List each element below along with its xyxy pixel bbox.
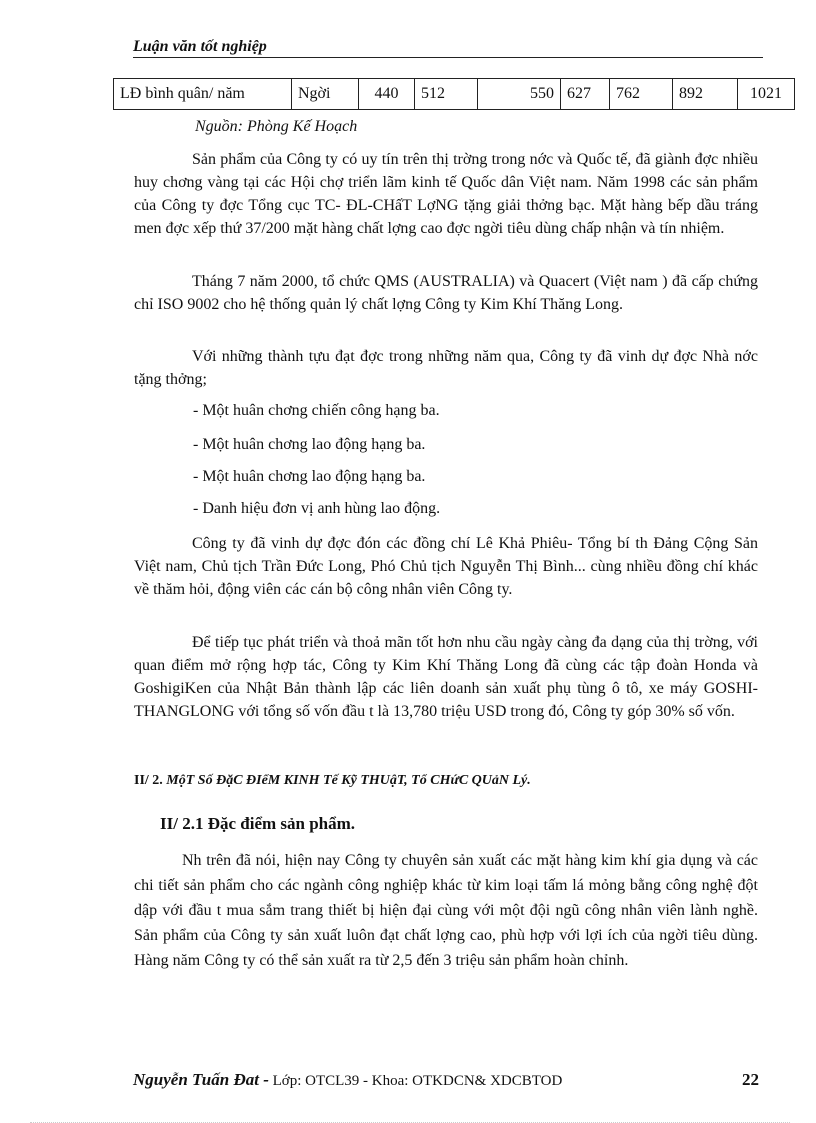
table-row [114,79,795,110]
award-item: - Một huân chơng lao động hạng ba. [193,436,426,453]
document-header [133,38,763,58]
paragraph-achievements: Với những thành tựu đạt đợc trong những năm qua, Công ty đã vinh dự đợc Nhà nớc tặng thởng; [134,348,758,388]
footer-class-info: Lớp: OTCL39 - Khoa: OTKDCN& XDCBTOD [272,1073,563,1089]
award-item: - Một huân chơng lao động hạng ba. [193,468,426,485]
table-source: Nguồn: Phòng Kế Hoạch [195,118,358,135]
table-cell: 892 [673,79,738,110]
labor-table [113,78,795,110]
table-cell: 550 [478,79,561,110]
table-unit: Ngời [292,79,359,110]
award-item: - Danh hiệu đơn vị anh hùng lao động. [193,500,441,517]
paragraph-products: Nh trên đã nói, hiện nay Công ty chuyên sản xuất các mặt hàng kim khí gia dụng và các chi tiết sản phẩm cho các ngành công nghiệp khác từ kim loại tấm lá mỏng bằng công nghệ đột dập với đầu t mua sắm trang thiết bị hiện đại cùng với một đội ngũ công nhân viên lành nghề. Sản phẩm của Công ty sản xuất luôn đạt chất lợng cao, phù hợp với lợi ích của ngời tiêu dùng. Hàng năm Công ty có thể sản xuất ra từ 2,5 đến 3 triệu sản phẩm hoàn chỉnh. [134,852,758,969]
document-footer [133,1070,763,1090]
paragraph-reputation: Sản phẩm của Công ty có uy tín trên thị trờng trong nớc và Quốc tế, đã giành đợc nhiều huy chơng vàng tại các Hội chợ triển lãm kinh tế Quốc dân Việt nam. Năm 1998 các sản phẩm của Công ty đợc Tổng cục TC- ĐL-CHấT LợNG tặng giải thởng bạc. Mặt hàng bếp dầu tráng men đợc xếp thứ 37/200 mặt hàng chất lợng cao đợc ngời tiêu dùng chấp nhận và tín nhiệm. [134,151,758,237]
award-item: - Một huân chơng chiến công hạng ba. [193,402,440,419]
paragraph-visits: Công ty đã vinh dự đợc đón các đồng chí Lê Khả Phiêu- Tổng bí th Đảng Cộng Sản Việt nam, Chủ tịch Trần Đức Long, Phó Chủ tịch Nguyễn Thị Bình... cùng nhiều đồng chí khác về thăm hỏi, động viên các cán bộ công nhân viên Công ty. [134,535,758,598]
paragraph-iso: Tháng 7 năm 2000, tổ chức QMS (AUSTRALIA) và Quacert (Việt nam ) đã cấp chứng chỉ ISO 9002 cho hệ thống quản lý chất lợng Công ty Kim Khí Thăng Long. [134,273,758,313]
table-row-label: LĐ bình quân/ năm [114,79,292,110]
page-number: 22 [742,1070,759,1089]
header-title: Luận văn tốt nghiệp [133,38,267,55]
table-cell: 440 [359,79,415,110]
table-cell: 762 [610,79,673,110]
section-heading [134,773,531,789]
footer-author: Nguyễn Tuấn Đat - [133,1070,269,1089]
table-cell: 627 [561,79,610,110]
section-number: II/ 2. [134,773,163,788]
subsection-heading: II/ 2.1 Đặc điểm sản phẩm. [160,814,356,833]
section-title: MộT Số ĐặC ĐIểM KINH Tế Kỹ THUậT, Tổ CHứC QUảN Lý. [166,773,531,788]
table-cell: 1021 [738,79,795,110]
table-cell: 512 [415,79,478,110]
paragraph-joint-venture: Để tiếp tục phát triển và thoả mãn tốt hơn nhu cầu ngày càng đa dạng của thị trờng, với quan điểm mở rộng hợp tác, Công ty Kim Khí Thăng Long đã cùng các tập đoàn Honda và GoshigiKen của Nhật Bản thành lập các liên doanh sản xuất phụ tùng ô tô, xe máy GOSHI- THANGLONG với tổng số vốn đầu t là 13,780 triệu USD trong đó, Công ty góp 30% số vốn. [134,634,758,720]
